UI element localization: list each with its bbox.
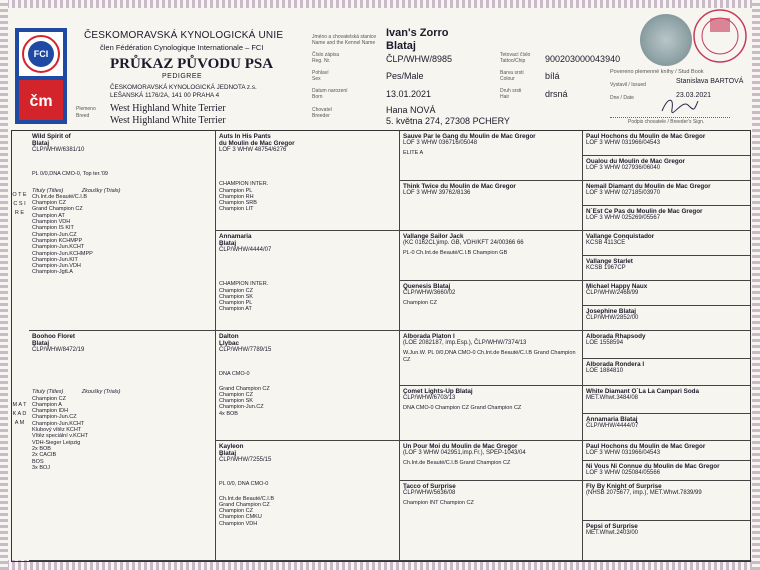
dam-name-2: Blataj — [32, 340, 50, 347]
great-great-grandparent-reg: ČLP/WHW/2468/99 — [586, 290, 639, 296]
great-great-grandparent-cell — [583, 521, 750, 561]
dam-title-item: Champion A — [32, 401, 62, 408]
name-label-cz: Jméno a chovatelská stanice — [312, 34, 377, 40]
org-subtitle: člen Fédération Cynologique Internationale – FCI — [100, 43, 264, 52]
great-grandparent-reg: (LOF 3 WHW 042951,imp.Fr.), SPEP-1043/04 — [403, 450, 526, 456]
great-grandparent-name: Alborada Platon I — [403, 333, 455, 340]
issue-date: 23.03.2021 — [676, 92, 712, 99]
great-great-grandparent-reg: ČLP/WHW/2852/00 — [586, 315, 639, 321]
grandparent-title-item: Champion RH — [219, 193, 254, 200]
dam-title-item: Champion CZ — [32, 395, 66, 402]
hologram-seal — [640, 14, 692, 66]
breed-label-cz: Plemeno — [76, 106, 96, 112]
top-border — [0, 0, 760, 8]
great-grandparent-reg: (KC 0162CL)imp. GB, VDH/KFT 24/00366 66 — [403, 240, 524, 246]
grandparent-title-item: Champion AT — [219, 306, 252, 313]
sire-title-item: Champion CZ — [32, 200, 66, 207]
great-grandparent-extra: PL-0 Ch.Int.de Beauté/C.I.B Champion GB — [403, 250, 508, 257]
signature-icon — [660, 95, 700, 115]
club-line-1: ČESKOMORAVSKÁ KYNOLOGICKÁ JEDNOTA z.s. — [110, 84, 257, 91]
dam-title-item: Champion-Jun.CZ — [32, 414, 77, 421]
org-title: ČESKOMORAVSKÁ KYNOLOGICKÁ UNIE — [84, 30, 284, 41]
great-great-grandparent-cell — [583, 331, 750, 359]
great-great-grandparent-name: N´Est Ce Pas du Moulin de Mac Gregor — [586, 208, 703, 215]
grandparent-name-2: Blataj — [219, 240, 237, 247]
great-great-grandparent-name: Oualou du Moulin de Mac Gregor — [586, 158, 686, 165]
great-grandparent-cell — [400, 481, 583, 561]
breed-en: West Highland White Terrier — [110, 115, 226, 126]
dam-title-item: Champion IDH — [32, 408, 69, 415]
great-great-grandparent-reg: KCSB 4113CE — [586, 240, 626, 246]
great-grandparent-cell — [400, 131, 583, 181]
grandparent-title-item: Champion CZ — [219, 508, 253, 515]
grandparent-title-item: Ch.Int.de Beauté/C.I.B — [219, 495, 275, 502]
sire-name-2: Blataj — [32, 140, 50, 147]
great-great-grandparent-reg: ČLP/WHW/4444/07 — [586, 422, 639, 429]
great-great-grandparent-reg: LOF 3 WHW 027185/03970 — [586, 190, 661, 196]
great-grandparent-cell — [400, 331, 583, 386]
dam-titles-list — [32, 396, 212, 472]
sire-health: PL 0/0,DNA CMO-0, Top ter.'09 — [32, 171, 108, 178]
sire-title-item: Champion-Jun.CZ — [32, 231, 77, 238]
great-great-grandparent-reg: LOF 3 WHW 027936/06040 — [586, 165, 661, 171]
great-grandparent-cell — [400, 231, 583, 281]
dog-chip: 900203000043940 — [545, 54, 621, 64]
great-great-grandparent-reg: MET.Whwt.2403/00 — [586, 530, 639, 536]
sire-title-item: Ch.Int.de Beauté/C.I.B — [32, 193, 88, 200]
sire-titles-list — [32, 194, 212, 276]
document-title: PRŮKAZ PŮVODU PSA — [110, 56, 274, 72]
great-great-grandparent-cell — [583, 414, 750, 442]
grandparent-title-item: Grand Champion CZ — [219, 385, 270, 392]
grandparent-title-item: Champion CZ — [219, 391, 253, 398]
dog-sex: Pes/Male — [386, 71, 424, 81]
grandparent-reg: ČLP/WHW/7789/15 — [219, 347, 272, 353]
dam-title-item: Klubový vítěz KCHT — [32, 427, 82, 434]
grandparent-cell — [216, 441, 400, 561]
great-great-grandparent-cell — [583, 306, 750, 331]
great-great-grandparent-cell — [583, 231, 750, 256]
breeder-address: 5. května 274, 27308 PCHERY — [386, 116, 510, 126]
breed-cz: West Highland White Terrier — [110, 103, 226, 114]
great-great-grandparent-name: Nemail Diamant du Moulin de Mac Gregor — [586, 183, 711, 190]
sire-title-item: Champion-JgtLA — [32, 269, 73, 276]
dog-name-2: Blataj — [386, 40, 416, 52]
svg-text:FCI: FCI — [33, 49, 49, 59]
dam-side-label: M A T K A D A M — [12, 402, 27, 426]
grandparent-title-item: Champion SK — [219, 398, 253, 405]
great-great-grandparent-reg: LOF 3 WHW 025269/05567 — [586, 215, 661, 221]
great-grandparent-reg: LOF 3 WHW 036716/05048 — [403, 140, 478, 146]
color-label-cz: Barva srsti — [500, 70, 524, 76]
great-great-grandparent-name: Fly By Knight of Surprise — [586, 483, 662, 490]
great-grandparent-extra: Champion INT Champion CZ — [403, 500, 474, 507]
color-label-en: Colour — [500, 76, 515, 82]
great-grandparent-cell — [400, 441, 583, 481]
grandparent-titles — [219, 181, 396, 212]
sire-side-label: O T E C S I R E — [12, 192, 27, 216]
grandparent-name-2: Blataj — [219, 450, 237, 457]
breeder-sign-label: Podpis chovatele / Breeder's Sign. — [628, 119, 705, 125]
great-great-grandparent-cell — [583, 256, 750, 281]
sire-title-item: Champion-Jun.KCHMPP — [32, 250, 93, 257]
great-grandparent-reg: ČLP/WHW/6703/13 — [403, 395, 456, 401]
sire-title-item: Champion AT — [32, 212, 65, 219]
issuer-name: Stanislava BARTOVÁ — [676, 78, 744, 85]
grandparent-reg: ČLP/WHW/4444/07 — [219, 247, 272, 253]
grandparent-title-item: Grand Champion CZ — [219, 501, 270, 508]
grandparent-reg: ČLP/WHW/7255/15 — [219, 457, 272, 463]
great-great-grandparent-reg: LOE 1558594 — [586, 340, 624, 346]
date-label: Dne / Date — [610, 95, 634, 101]
great-great-grandparent-cell — [583, 441, 750, 461]
grandparent-title-item: Champion SRB — [219, 200, 257, 207]
great-great-grandparent-cell — [583, 206, 750, 231]
great-grandparent-reg: ČLP/WHW/3660/02 — [403, 290, 456, 296]
great-great-grandparent-reg: LOF 3 WHW 025084/05566 — [586, 470, 661, 476]
great-great-grandparent-name: White Diamant O´La La Campari Soda — [586, 388, 700, 395]
grandparent-name-1: Kayleon — [219, 443, 244, 450]
great-grandparent-extra: ELITE A — [403, 150, 424, 157]
coat-label-cz: Druh srsti — [500, 88, 522, 94]
issued-label: Vystavil / Issued — [610, 82, 646, 88]
grandparent-title-item: Champion LIT — [219, 206, 254, 213]
dob-label-cz: Datum narození — [312, 88, 348, 94]
great-great-grandparent-cell — [583, 181, 750, 206]
great-great-grandparent-name: Ni Vous Ni Connue du Moulin de Mac Gregor — [586, 463, 720, 470]
great-great-grandparent-cell — [583, 359, 750, 387]
grandparent-name-2: Llybac — [219, 340, 239, 347]
dam-name-1: Boohoo Floret — [32, 333, 76, 340]
grandparent-title-item: Champion VDH — [219, 520, 258, 527]
great-great-grandparent-name: Annamaria Blataj — [586, 415, 638, 423]
grandparent-title-item: CHAMPION INTER. — [219, 181, 269, 188]
great-great-grandparent-cell — [583, 386, 750, 414]
sire-reg: ČLP/WHW/6381/10 — [32, 147, 85, 153]
great-great-grandparent-reg: LOE 1884810 — [586, 367, 624, 374]
name-label-en: Name and the Kennel Name — [312, 40, 376, 46]
sire-title-item: Champion VDH — [32, 219, 71, 226]
right-border — [752, 0, 760, 570]
dog-color: bílá — [545, 71, 560, 81]
grandparent-title-item: 4x BOB — [219, 410, 238, 417]
great-grandparent-extra: DNA CMO-0 Champion CZ Grand Champion CZ — [403, 405, 522, 412]
dam-exams-label: Zkoušky (Trials) — [81, 389, 121, 396]
great-great-grandparent-name: Vallange Conquistador — [586, 233, 655, 240]
red-stamp-icon — [688, 4, 752, 68]
great-great-grandparent-cell — [583, 281, 750, 306]
grandparent-cell — [216, 131, 400, 231]
grandparent-titles — [219, 281, 396, 312]
grandparent-title-item: Champion CMKU — [219, 514, 262, 521]
grandparent-cell — [216, 331, 400, 441]
dam-cell — [29, 331, 216, 561]
dam-title-item: 2x BOB — [32, 445, 51, 452]
sire-title-item: Champion KCHMPP — [32, 237, 83, 244]
great-great-grandparent-reg: KCSB 1967CP — [586, 265, 626, 271]
grandparent-cell — [216, 231, 400, 331]
dam-titles-label: Tituly (Titles) — [32, 389, 64, 396]
dog-dob: 13.01.2021 — [386, 89, 432, 99]
sex-label-en: Sex — [312, 76, 321, 82]
sire-title-item: Champion IS KIT — [32, 225, 74, 232]
sire-title-item: Champion-Jun.KCHT — [32, 244, 85, 251]
great-grandparent-name: Sauve Par le Gang du Moulin de Mac Gregor — [403, 133, 536, 140]
dog-coat: drsná — [545, 89, 568, 99]
chip-label-en: Tattoo/Chip — [500, 58, 526, 64]
grandparent-titles — [219, 496, 396, 527]
great-grandparent-extra: Champion CZ — [403, 300, 437, 307]
grandparent-name-1: Auts In His Pants — [219, 133, 271, 140]
great-great-grandparent-reg: (NHSB 2075677, imp.), MET.Whwt.7839/99 — [586, 490, 702, 496]
great-grandparent-name: Quenesis Blataj — [403, 283, 451, 290]
dam-title-item: 3x BOJ — [32, 464, 51, 471]
great-great-grandparent-cell — [583, 481, 750, 521]
great-grandparent-extra: Ch.Int.de Beauté/C.I.B Grand Champion CZ — [403, 460, 511, 467]
dam-title-item: 2x CACIB — [32, 452, 57, 459]
grandparent-health: PL 0/0, DNA CMO-0 — [219, 481, 269, 488]
great-great-grandparent-name: Alborada Rondera I — [586, 360, 645, 368]
dam-title-item: Champion-Jun.KCHT — [32, 420, 85, 427]
great-great-grandparent-name: Paul Hochons du Moulin de Mac Gregor — [586, 133, 706, 140]
great-great-grandparent-reg: LOF 3 WHW 031966/04543 — [586, 140, 661, 146]
great-grandparent-cell — [400, 181, 583, 231]
chip-label-cz: Tetovací číslo — [500, 52, 531, 58]
signature-line — [610, 117, 730, 118]
grandparent-title-item: Champion-Jun.CZ — [219, 404, 264, 411]
club-line-2: LEŠANSKÁ 1176/2A, 141 00 PRAHA 4 — [110, 92, 220, 99]
great-great-grandparent-name: Josephine Blataj — [586, 308, 637, 315]
dob-label-en: Born — [312, 94, 323, 100]
breeder-name: Hana NOVÁ — [386, 105, 436, 115]
grandparent-name-2: du Moulin de Mac Gregor — [219, 140, 295, 147]
great-great-grandparent-cell — [583, 461, 750, 481]
great-great-grandparent-reg: MET.Whwt.3484/08 — [586, 395, 639, 401]
sex-label-cz: Pohlaví — [312, 70, 329, 76]
document-subtitle: PEDIGREE — [162, 73, 203, 80]
reg-label-en: Reg. Nr. — [312, 58, 331, 64]
grandparent-title-item: Champion SK — [219, 293, 253, 300]
breeder-label-cz: Chovatel — [312, 107, 332, 113]
great-grandparent-name: Comet Lights-Up Blataj — [403, 388, 473, 395]
grandparent-reg: LOF 3 WHW 48754/6276 — [219, 147, 287, 153]
dam-title-item: BOS — [32, 458, 44, 465]
grandparent-title-item: Champion PL — [219, 300, 253, 307]
grandparent-titles — [219, 386, 396, 417]
dog-name-1: Ivan's Zorro — [386, 27, 449, 39]
dam-title-item: VDH-Sieger Leipzig — [32, 439, 81, 446]
sire-titles-label: Tituly (Titles) — [32, 187, 64, 194]
great-grandparent-extra: W.Jun.W. PL 0/0,DNA CMO-0 Ch.Int.de Beauté/C.I.B Grand Champion CZ — [403, 350, 576, 363]
sire-exams-label: Zkoušky (Trials) — [81, 187, 121, 194]
svg-text:čm: čm — [29, 93, 53, 110]
sire-title-item: Champion-Jun.VDH — [32, 263, 81, 270]
fci-cmku-logo-icon — [15, 28, 67, 124]
studbook-label: Povereno plemenné knihy / Stud Book — [610, 69, 704, 75]
pedigree-table — [11, 130, 751, 562]
great-great-grandparent-reg: LOF 3 WHW 031966/04543 — [586, 450, 661, 456]
grandparent-title-item: Champion PL — [219, 187, 253, 194]
reg-label-cz: Číslo zápisu — [312, 52, 340, 58]
great-grandparent-reg: (LOE 2082187, imp.Esp.), ČLP/WHW/7374/13 — [403, 340, 527, 346]
great-grandparent-reg: LOF 3 WHW 39762/8136 — [403, 190, 471, 196]
great-great-grandparent-name: Pepsi of Surprise — [586, 523, 638, 530]
grandparent-health: DNA CMO-0 — [219, 371, 250, 378]
dam-title-item: Vítěz speciální v.KCHT — [32, 433, 89, 440]
great-grandparent-cell — [400, 386, 583, 441]
coat-label-en: Hair — [500, 94, 510, 100]
great-grandparent-name: Think Twice du Moulin de Mac Gregor — [403, 183, 516, 190]
great-grandparent-reg: ČLP/WHW/5636/08 — [403, 490, 456, 496]
great-great-grandparent-cell — [583, 156, 750, 181]
great-grandparent-name: Un Pour Moi du Moulin de Mac Gregor — [403, 443, 518, 450]
grandparent-name-1: Dalton — [219, 333, 239, 340]
sire-title-item: Grand Champion CZ — [32, 206, 83, 213]
sire-cell — [29, 131, 216, 331]
sire-name-1: Wild Spirit of — [32, 133, 71, 140]
great-grandparent-name: Vallange Sailor Jack — [403, 233, 464, 240]
great-grandparent-name: Tacco of Surprise — [403, 483, 456, 490]
left-border — [0, 0, 8, 570]
great-great-grandparent-name: Michael Happy Naux — [586, 283, 648, 290]
sire-title-item: Champion-Jun.KIT — [32, 256, 78, 263]
grandparent-name-1: Annamaria — [219, 233, 252, 240]
breeder-label-en: Breeder — [312, 113, 330, 119]
grandparent-title-item: CHAMPION INTER. — [219, 281, 269, 288]
great-grandparent-cell — [400, 281, 583, 331]
great-great-grandparent-name: Alborada Rhapsody — [586, 333, 646, 340]
great-great-grandparent-name: Vallange Starlet — [586, 258, 633, 265]
breed-label-en: Breed — [76, 113, 90, 119]
great-great-grandparent-cell — [583, 131, 750, 156]
grandparent-title-item: Champion CZ — [219, 287, 253, 294]
dam-reg: ČLP/WHW/8472/19 — [32, 347, 85, 353]
great-great-grandparent-name: Paul Hochons du Moulin de Mac Gregor — [586, 443, 706, 450]
dog-reg: ČLP/WHW/8985 — [386, 54, 453, 64]
